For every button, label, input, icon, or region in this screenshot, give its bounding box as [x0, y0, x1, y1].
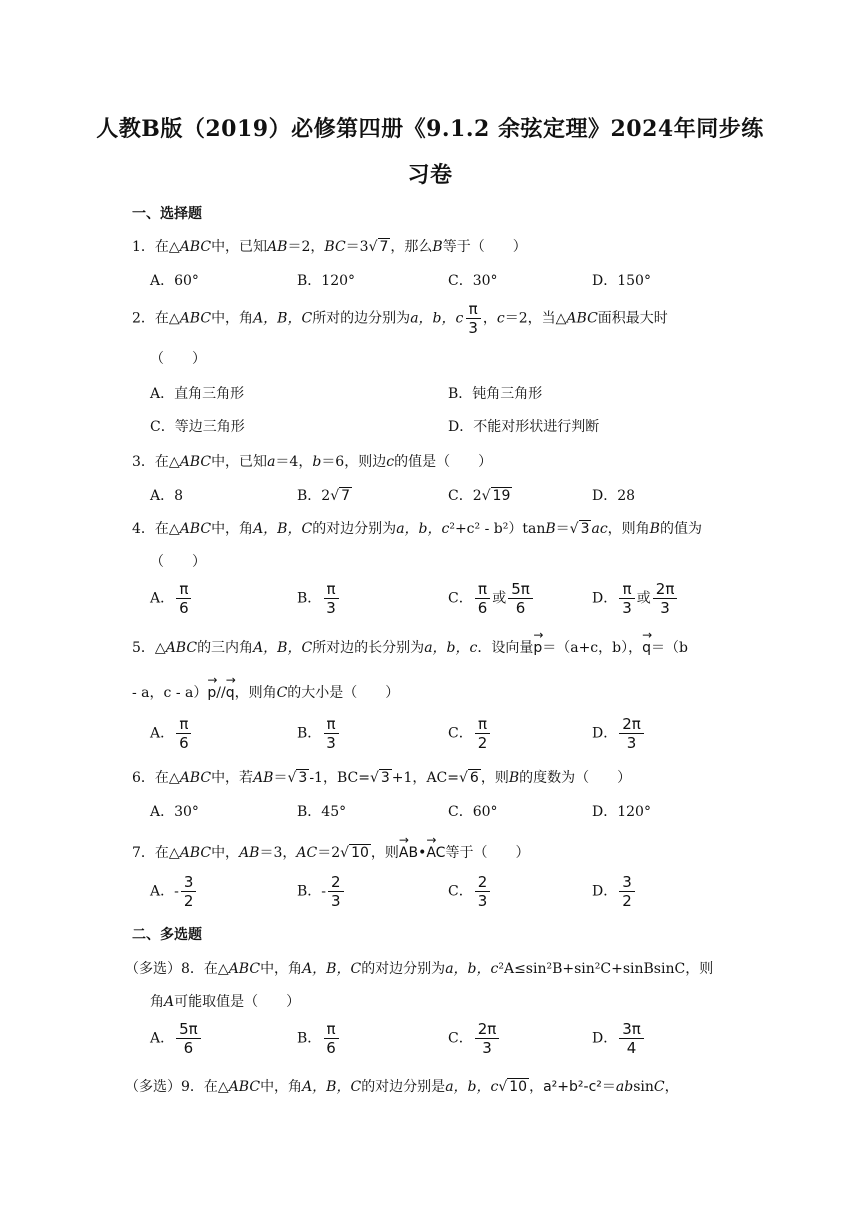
q4-option-b: B． $\frac{\pi}{3}$	[297, 580, 341, 617]
q7-option-a: A．- $\frac{3}{2}$	[150, 873, 198, 910]
fraction: $\frac{\pi}{3}$	[465, 300, 481, 337]
q4-option-c: C． $\frac{\pi}{6}$ 或 $\frac{5\pi}{6}$	[448, 580, 535, 617]
q6-option-b: B．45°	[297, 804, 347, 820]
question-8: （多选）8．在△ABC中，角A，B，C的对边分别为a，b，c²A≤sin²B+sin²C+sinBsinC，则	[125, 961, 714, 977]
q3-option-a: A．8	[150, 488, 184, 504]
question-4-cont: （ ）	[150, 554, 206, 570]
q7-option-d: D． $\frac{3}{2}$	[592, 873, 637, 910]
question-5: 5．△ABC的三内角A，B，C所对边的长分别为a，b，c．设向量→ p＝（a+c，b），→ q＝（b	[132, 637, 688, 657]
q2-option-d: D．不能对形状进行判断	[448, 419, 600, 435]
q6-option-d: D．120°	[592, 804, 651, 820]
doc-title-line1: 人教B版（2019）必修第四册《9.1.2 余弦定理》2024年同步练	[96, 116, 764, 142]
doc-title-line2: 习卷	[407, 162, 453, 188]
q5-option-a: A． $\frac{\pi}{6}$	[150, 715, 194, 752]
question-3: 3．在△ABC中，已知a＝4，b＝6，则边c的值是（ ）	[132, 454, 493, 470]
question-9: （多选）9．在△ABC中，角A，B，C的对边分别是a，b，c√ 10 ，a²+b²-c²＝absinC，	[125, 1079, 679, 1095]
q6-option-c: C．60°	[448, 804, 498, 820]
q1-option-c: C．30°	[448, 273, 498, 289]
q2-option-b: B．钝角三角形	[448, 386, 543, 402]
q7-option-c: C． $\frac{2}{3}$	[448, 873, 492, 910]
question-6: 6．在△ABC中，若AB＝√ 3 -1，BC=√ 3 +1，AC=√ 6 ，则B的度数为（ ）	[132, 770, 632, 786]
q4-option-d: D． $\frac{\pi}{3}$ 或 $\frac{2\pi}{3}$	[592, 580, 679, 617]
section-multi-heading: 二、多选题	[132, 927, 202, 943]
q8-option-d: D． $\frac{3\pi}{4}$	[592, 1020, 646, 1057]
q5-option-b: B． $\frac{\pi}{3}$	[297, 715, 341, 752]
question-1: 1．在△ABC中，已知AB＝2，BC＝3√ 7 ，那么B等于（ ）	[132, 239, 527, 255]
section-choice-heading: 一、选择题	[132, 206, 202, 222]
q3-option-d: D．28	[592, 488, 636, 504]
q8-option-a: A． $\frac{5\pi}{6}$	[150, 1020, 203, 1057]
question-4: 4．在△ABC中，角A，B，C的对边分别为a，b，c²+c² - b²）tanB＝√ 3 ac，则角B的值为	[132, 521, 702, 537]
question-8-cont: 角A可能取值是（ ）	[150, 994, 301, 1010]
q4-option-a: A． $\frac{\pi}{6}$	[150, 580, 194, 617]
q5-option-d: D． $\frac{2\pi}{3}$	[592, 715, 646, 752]
q3-option-c: C．2√ 19	[448, 488, 511, 504]
question-5-cont: - a，c - a）→ p//→ q，则角C的大小是（ ）	[132, 682, 399, 702]
q2-option-a: A．直角三角形	[150, 386, 245, 402]
q3-option-b: B．2√ 7	[297, 488, 351, 504]
q5-option-c: C． $\frac{\pi}{2}$	[448, 715, 492, 752]
question-2: 2．在△ABC中，角A，B，C所对的边分别为a，b，c $\frac{\pi}{3}$ ，c＝2，当△ABC面积最大时	[132, 300, 668, 337]
q8-option-b: B． $\frac{\pi}{6}$	[297, 1020, 341, 1057]
q6-option-a: A．30°	[150, 804, 199, 820]
q7-option-b: B．- $\frac{2}{3}$	[297, 873, 346, 910]
q1-option-d: D．150°	[592, 273, 651, 289]
question-7: 7．在△ABC中，AB＝3，AC＝2√ 10 ，则→ AB•→ AC等于（ ）	[132, 842, 529, 862]
q1-option-a: A．60°	[150, 273, 199, 289]
q1-option-b: B．120°	[297, 273, 356, 289]
question-2-cont: （ ）	[150, 351, 206, 367]
q2-option-c: C．等边三角形	[150, 419, 245, 435]
q8-option-c: C． $\frac{2\pi}{3}$	[448, 1020, 501, 1057]
